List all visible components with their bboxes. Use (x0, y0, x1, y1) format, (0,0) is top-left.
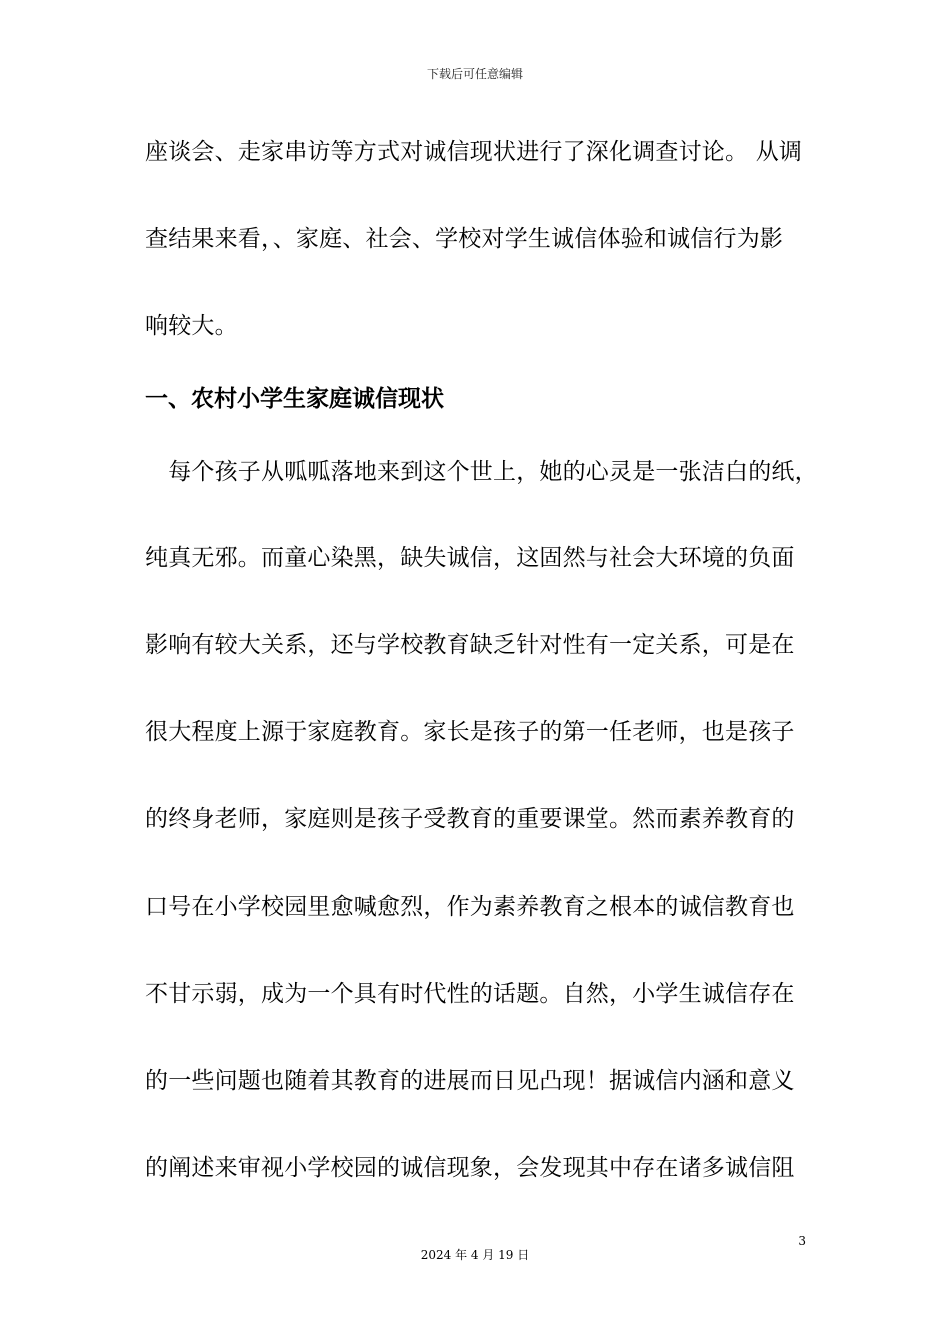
body-line-10: 口号在小学校园里愈喊愈烈，作为素养教育之根本的诚信教育也 (145, 894, 795, 920)
body-line-13: 的阐述来审视小学校园的诚信现象，会发现其中存在诸多诚信阻 (145, 1155, 795, 1181)
page-header: 下载后可任意编辑 (426, 67, 523, 81)
body-line-6: 纯真无邪。而童心染黑，缺失诚信，这固然与社会大环境的负面 (145, 545, 795, 571)
body-line-3: 响较大。 (145, 313, 238, 339)
footer-date: 2024 年 4 月 19 日 (420, 1248, 530, 1262)
body-line-2: 查结果来看，、家庭、社会、学校对学生诚信体验和诚信行为影 (145, 226, 784, 252)
page-number: 3 (798, 1234, 806, 1248)
section-heading: 一、农村小学生家庭诚信现状 (145, 386, 444, 412)
body-line-5: 每个孩子从呱呱落地来到这个世上，她的心灵是一张洁白的纸， (145, 459, 818, 485)
body-line-1: 座谈会、走家串访等方式对诚信现状进行了深化调查讨论。 从调 (145, 139, 803, 165)
body-line-7: 影响有较大关系，还与学校教育缺乏针对性有一定关系，可是在 (145, 632, 795, 658)
body-line-8: 很大程度上源于家庭教育。家长是孩子的第一任老师，也是孩子 (145, 719, 795, 745)
body-line-12: 的一些问题也随着其教育的进展而日见凸现！据诚信内涵和意义 (145, 1068, 795, 1094)
body-line-11: 不甘示弱，成为一个具有时代性的话题。自然，小学生诚信存在 (145, 981, 795, 1007)
body-line-9: 的终身老师，家庭则是孩子受教育的重要课堂。然而素养教育的 (145, 806, 795, 832)
